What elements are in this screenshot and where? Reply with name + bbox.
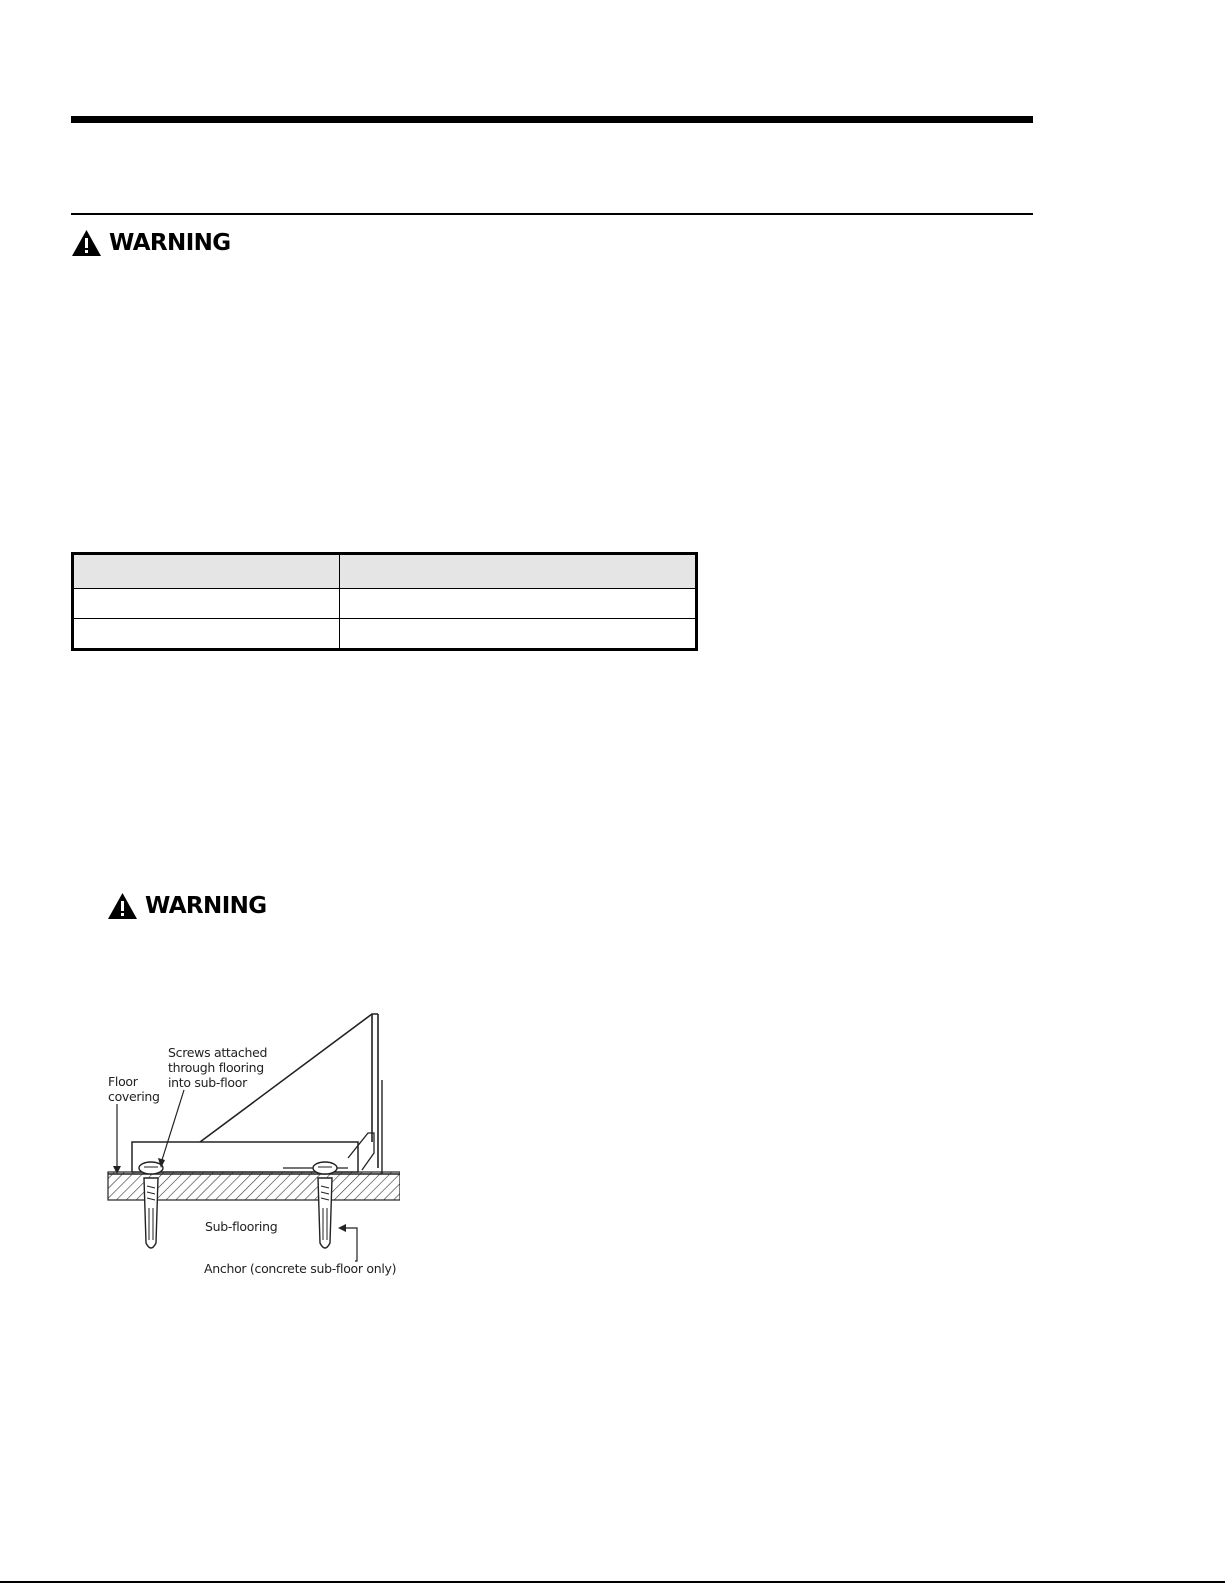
specification-table: [71, 552, 698, 651]
anchor-label: Anchor (concrete sub-floor only): [204, 1261, 397, 1276]
screw-head-right: [313, 1162, 337, 1174]
screws-label: [168, 1045, 267, 1090]
table-row: [73, 589, 697, 619]
table-row: [73, 619, 697, 650]
screw-anchor-left: [144, 1178, 158, 1248]
screw-head-left: [139, 1162, 163, 1174]
table-cell: [340, 619, 697, 650]
warning-label: WARNING: [109, 229, 231, 256]
label-line: into sub-floor: [168, 1075, 247, 1090]
label-line: covering: [108, 1089, 160, 1104]
warning-triangle-icon: [71, 229, 102, 257]
floor-covering-label: [108, 1074, 160, 1104]
table-header-cell: [73, 554, 340, 589]
table-cell: [73, 619, 340, 650]
label-line: through flooring: [168, 1060, 264, 1075]
label-line: Floor: [108, 1074, 138, 1089]
label-line: Screws attached: [168, 1045, 268, 1060]
footer-rule: [0, 1581, 1225, 1583]
screw-anchor-right: [318, 1178, 332, 1248]
warning-heading: [107, 892, 267, 920]
header-rule-thick: [71, 116, 1033, 123]
table-cell: [340, 589, 697, 619]
table-cell: [73, 589, 340, 619]
warning-heading: [71, 229, 231, 257]
sub-flooring-label: Sub-flooring: [205, 1219, 278, 1234]
table-header-row: [73, 554, 697, 589]
warning-triangle-icon: [107, 892, 138, 920]
header-rule-thin: [71, 213, 1033, 215]
warning-label: WARNING: [145, 892, 267, 919]
table-header-cell: [340, 554, 697, 589]
anti-tip-bracket-diagram: [100, 1008, 400, 1278]
